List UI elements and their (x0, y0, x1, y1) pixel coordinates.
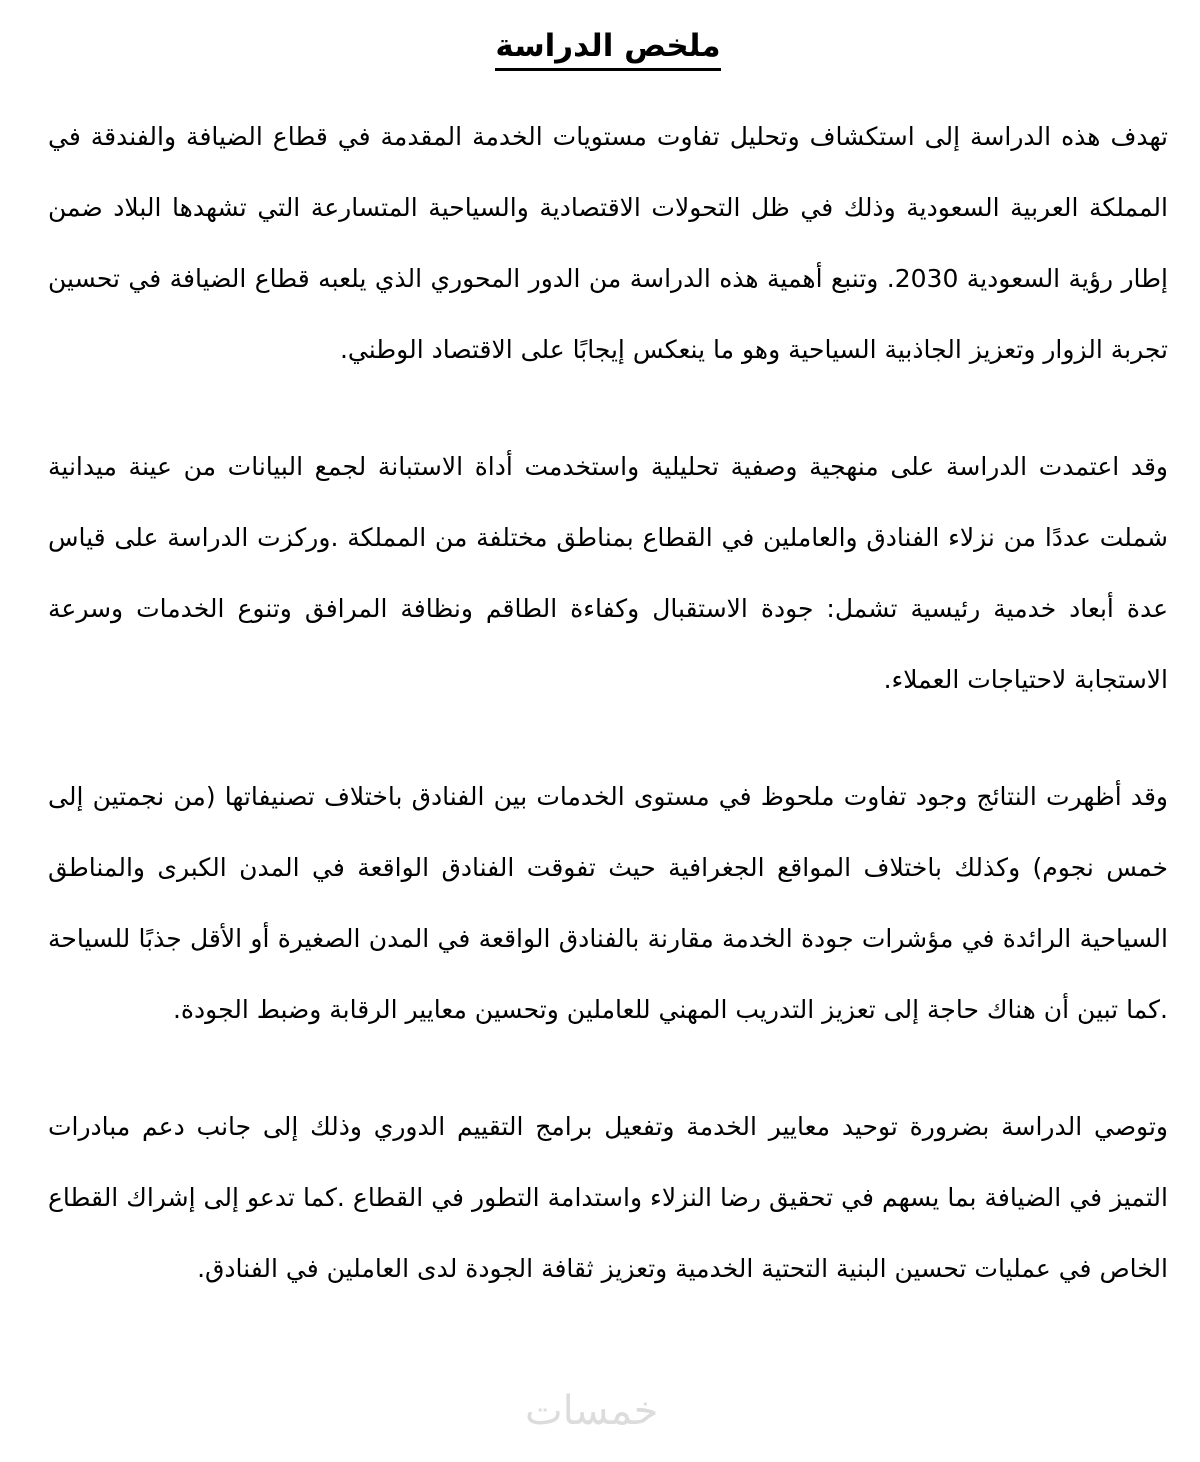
page-title (48, 28, 1168, 65)
paragraph-intro: تهدف هذه الدراسة إلى استكشاف وتحليل تفاوت مستويات الخدمة المقدمة في قطاع الضيافة والفندقة في المملكة العربية السعودية وذلك في ظل التحولات الاقتصادية والسياحية المتسارعة التي تشهدها البلاد ضمن إطار رؤية السعودية 2030. وتنبع أهمية هذه الدراسة من الدور المحوري الذي يلعبه قطاع الضيافة في تحسين تجربة الزوار وتعزيز الجاذبية السياحية وهو ما ينعكس إيجابًا على الاقتصاد الوطني. (48, 122, 1168, 365)
paragraph-results: وقد أظهرت النتائج وجود تفاوت ملحوظ في مستوى الخدمات بين الفنادق باختلاف تصنيفاتها (من نجمتين إلى خمس نجوم) وكذلك باختلاف المواقع الجغرافية حيث تفوقت الفنادق الواقعة في المدن الكبرى والمناطق السياحية الرائدة في مؤشرات جودة الخدمة مقارنة بالفنادق الواقعة في المدن الصغيرة أو الأقل جذبًا للسياحة .كما تبين أن هناك حاجة إلى تعزيز التدريب المهني للعاملين وتحسين معايير الرقابة وضبط الجودة. (48, 782, 1168, 1025)
page-title-text: ملخص الدراسة (495, 28, 720, 71)
paragraph-methodology: وقد اعتمدت الدراسة على منهجية وصفية تحليلية واستخدمت أداة الاستبانة لجمع البيانات من عينة ميدانية شملت عددًا من نزلاء الفنادق والعاملين في القطاع بمناطق مختلفة من المملكة .وركزت الدراسة على قياس عدة أبعاد خدمية رئيسية تشمل: جودة الاستقبال وكفاءة الطاقم ونظافة المرافق وتنوع الخدمات وسرعة الاستجابة لاحتياجات العملاء. (48, 452, 1168, 695)
watermark-logo: خمسات (525, 1388, 659, 1434)
paragraph-recommendations: وتوصي الدراسة بضرورة توحيد معايير الخدمة وتفعيل برامج التقييم الدوري وذلك إلى جانب دعم مبادرات التميز في الضيافة بما يسهم في تحقيق رضا النزلاء واستدامة التطور في القطاع .كما تدعو إلى إشراك القطاع الخاص في عمليات تحسين البنية التحتية الخدمية وتعزيز ثقافة الجودة لدى العاملين في الفنادق. (48, 1112, 1168, 1284)
document-page (48, 28, 1168, 1350)
